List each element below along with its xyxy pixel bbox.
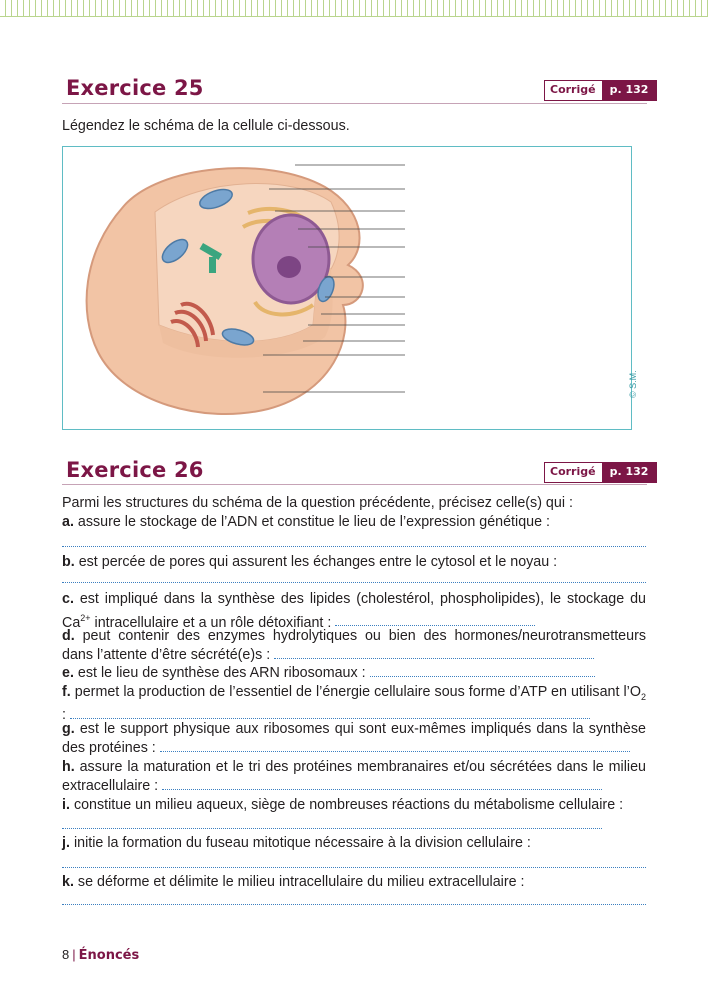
question-e: e. est le lieu de synthèse des ARN ribosomaux : <box>62 664 646 683</box>
question-k: k. se déforme et délimite le milieu intracellulaire du milieu extracellulaire : <box>62 874 525 890</box>
image-credit: © S.M. <box>628 370 638 398</box>
answer-line-d[interactable] <box>274 647 594 659</box>
centriole-2 <box>209 257 216 273</box>
question-d: d. peut contenir des enzymes hydrolytiques ou bien des hormones/neurotransmetteurs dans l’attente d’être sécrété(e)s : <box>62 628 646 663</box>
question-b: b. est percée de pores qui assurent les échanges entre le cytosol et le noyau : <box>62 554 558 570</box>
nucleolus <box>277 256 301 278</box>
exercise-26-title: Exercice 26 <box>66 458 204 482</box>
corrige-page: p. 132 <box>602 81 657 100</box>
question-h: h. assure la maturation et le tri des protéines membranaires et/ou sécrétées dans le milieu extracellulaire : <box>62 759 646 794</box>
answer-line-j[interactable] <box>62 866 646 868</box>
question-j: j. initie la formation du fuseau mitotique nécessaire à la division cellulaire : <box>62 835 531 851</box>
answer-line-a[interactable] <box>62 545 646 547</box>
page-number: 8 <box>62 947 70 962</box>
footer-separator: | <box>72 947 76 962</box>
exercise-26-underline <box>62 484 647 485</box>
exercise-26-intro: Parmi les structures du schéma de la question précédente, précisez celle(s) qui : <box>62 495 573 511</box>
answer-line-f[interactable] <box>70 707 590 719</box>
answer-line-b[interactable] <box>62 581 646 583</box>
answer-line-g[interactable] <box>160 740 630 752</box>
cell-diagram-frame <box>62 146 632 430</box>
corrige-page: p. 132 <box>602 463 657 482</box>
answer-line-k[interactable] <box>62 903 646 905</box>
question-i: i. constitue un milieu aqueux, siège de nombreuses réactions du métabolisme cellulaire : <box>62 797 624 813</box>
answer-line-c[interactable] <box>335 614 535 626</box>
exercise-25-instruction: Légendez le schéma de la cellule ci-dessous. <box>62 118 350 134</box>
cell-diagram <box>63 147 631 429</box>
page-footer <box>62 947 139 963</box>
exercise-26-corrige-badge[interactable] <box>544 462 657 483</box>
exercise-25-corrige-badge[interactable] <box>544 80 657 101</box>
footer-section: Énoncés <box>78 948 140 963</box>
question-g: g. est le support physique aux ribosomes qui sont eux-mêmes impliqués dans la synthèse des protéines : <box>62 721 646 756</box>
corrige-label: Corrigé <box>545 463 602 482</box>
question-f: f. permet la production de l’essentiel de l’énergie cellulaire sous forme d’ATP en utilisant $l’O_2$ : <box>62 684 646 724</box>
answer-line-i[interactable] <box>62 827 602 829</box>
top-ruler <box>0 0 708 17</box>
corrige-label: Corrigé <box>545 81 602 100</box>
answer-line-h[interactable] <box>162 778 602 790</box>
exercise-25-underline <box>62 103 647 104</box>
question-a: a. assure le stockage de l’ADN et constitue le lieu de l’expression génétique : <box>62 514 550 530</box>
answer-line-e[interactable] <box>370 665 595 677</box>
exercise-25-title: Exercice 25 <box>66 76 204 100</box>
question-c: c. est impliqué dans la synthèse des lipides (cholestérol, phospholipides), le stockage du $Ca^{2+}$ intracellulaire et a un rôle détoxifiant : <box>62 591 646 631</box>
